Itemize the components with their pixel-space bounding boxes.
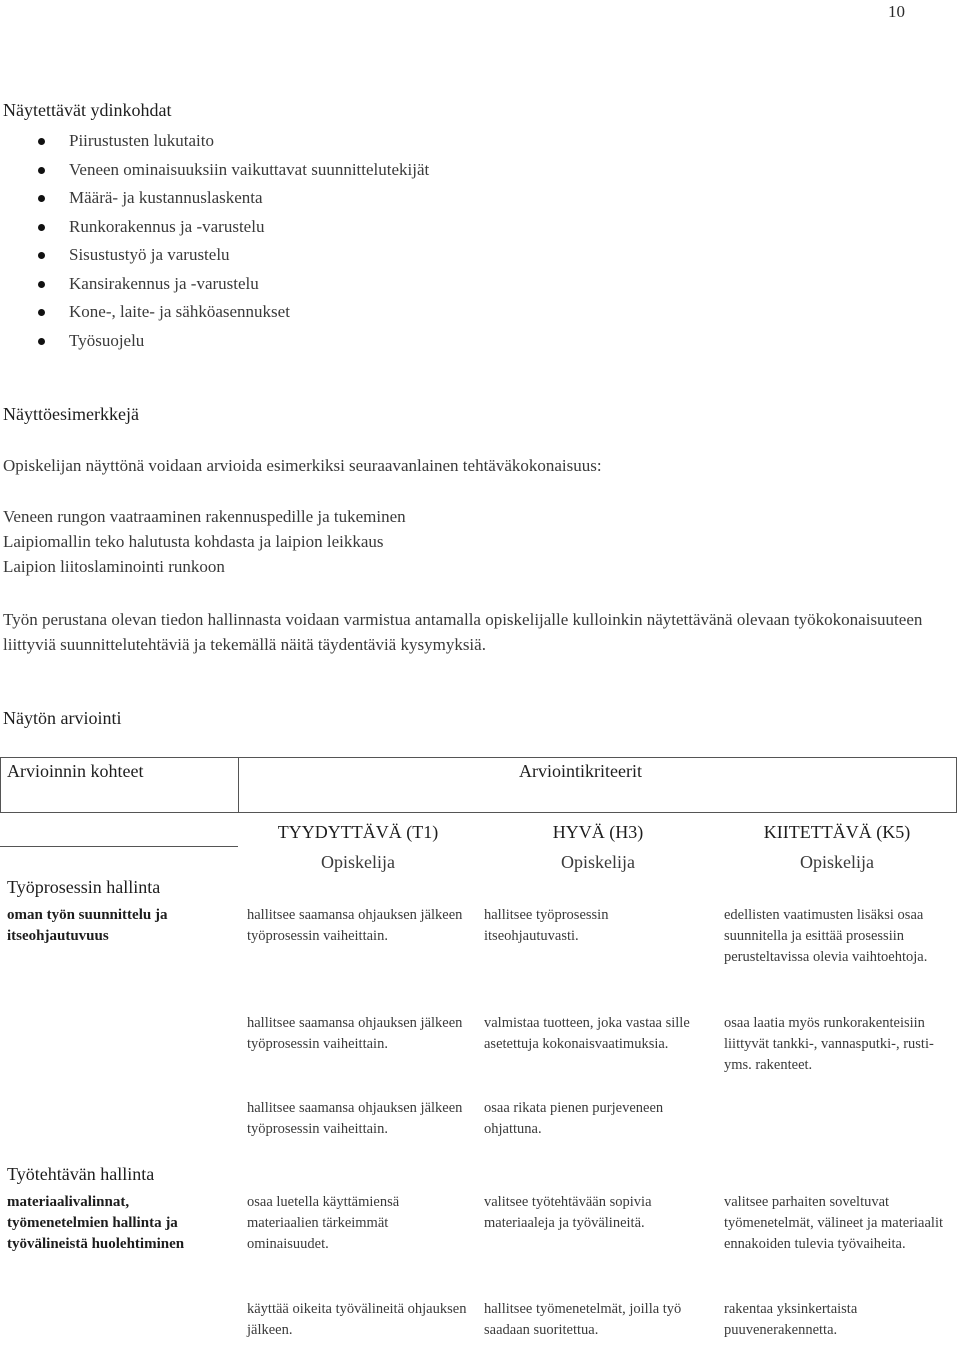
level-satisfactory: TYYDYTTÄVÄ (T1) xyxy=(277,822,439,842)
examples-note: Työn perustana olevan tiedon hallinnasta voidaan varmistua antamalla opiskelijalle kulloinkin näytettävänä olevaan työkokonaisuuteen liittyviä suunnittelutehtäviä ja tekemällä näitä täydentäviä kysymyksiä. xyxy=(3,610,923,654)
task-line: Laipiomallin teko halutusta kohdasta ja laipion leikkaus xyxy=(3,532,384,551)
criteria-cell: valmistaa tuotteen, joka vastaa sille asetettuja kokonaisvaatimuksia. xyxy=(484,1015,690,1052)
table-border-left xyxy=(0,757,1,813)
core-points-heading: Näytettävät ydinkohdat xyxy=(3,100,172,120)
list-item: Runkorakennus ja -varustelu xyxy=(0,213,429,242)
criteria-cell: osaa laatia myös runkorakenteisiin liittyvät tankki-, vannasputki-, rusti- yms. rakenteet. xyxy=(724,1015,934,1073)
level-excellent: KIITETTÄVÄ (K5) xyxy=(763,822,911,842)
criteria-cell: rakentaa yksinkertaista puuvenerakennetta. xyxy=(724,1301,858,1338)
list-item: Piirustusten lukutaito xyxy=(0,127,429,156)
targets-column-header: Arvioinnin kohteet xyxy=(7,761,144,781)
assessment-heading: Näytön arviointi xyxy=(3,708,122,728)
table-border-top xyxy=(0,757,957,758)
assessment-area xyxy=(7,877,227,947)
area-subtitle: materiaalivalinnat, työmenetelmien hallinta ja työvälineistä huolehtiminen xyxy=(7,1194,185,1252)
list-item: Sisustustyö ja varustelu xyxy=(0,241,429,270)
criteria-cell: hallitsee saamansa ohjauksen jälkeen työprosessin vaiheittain. xyxy=(247,907,463,944)
examples-heading: Näyttöesimerkkejä xyxy=(3,404,139,424)
page-number: 10 xyxy=(888,2,905,21)
area-subtitle: oman työn suunnittelu ja itseohjautuvuus xyxy=(7,907,168,944)
criteria-cell: valitsee parhaiten soveltuvat työmenetelmät, välineet ja materiaalit ennakoiden tulevia työvaiheita. xyxy=(724,1194,944,1252)
level-good: HYVÄ (H3) xyxy=(552,822,644,842)
criteria-cell: osaa rikata pienen purjeveneen ohjattuna. xyxy=(484,1100,664,1137)
criteria-cell: hallitsee työmenetelmät, joilla työ saadaan suoritettua. xyxy=(484,1301,682,1338)
table-row-divider xyxy=(0,846,238,847)
list-item: Kone-, laite- ja sähköasennukset xyxy=(0,298,429,327)
area-title: Työprosessin hallinta xyxy=(7,877,161,897)
criteria-cell: käyttää oikeita työvälineitä ohjauksen jälkeen. xyxy=(247,1301,467,1338)
criteria-cell: hallitsee saamansa ohjauksen jälkeen työprosessin vaiheittain. xyxy=(247,1100,463,1137)
criteria-cell: valitsee työtehtävään sopivia materiaaleja ja työvälineitä. xyxy=(484,1194,652,1231)
area-title: Työtehtävän hallinta xyxy=(7,1164,155,1184)
table-header-divider xyxy=(0,812,957,813)
criteria-cell: hallitsee työprosessin itseohjautuvasti. xyxy=(484,907,609,944)
level-subject: Opiskelija xyxy=(800,852,874,872)
list-item: Määrä- ja kustannuslaskenta xyxy=(0,184,429,213)
table-column-divider xyxy=(238,757,239,813)
examples-intro: Opiskelijan näyttönä voidaan arvioida esimerkiksi seuraavanlainen tehtäväkokonaisuus: xyxy=(3,456,602,475)
core-points-list xyxy=(0,127,429,355)
task-line: Laipion liitoslaminointi runkoon xyxy=(3,557,225,576)
task-line: Veneen rungon vaatraaminen rakennuspedille ja tukeminen xyxy=(3,507,406,526)
criteria-column-header: Arviointikriteerit xyxy=(519,761,642,781)
list-item: Veneen ominaisuuksiin vaikuttavat suunnittelutekijät xyxy=(0,156,429,185)
criteria-cell: osaa luetella käyttämiensä materiaalien tärkeimmät ominaisuudet. xyxy=(247,1194,400,1252)
table-border-right xyxy=(956,757,957,813)
level-subject: Opiskelija xyxy=(321,852,395,872)
list-item: Kansirakennus ja -varustelu xyxy=(0,270,429,299)
level-subject: Opiskelija xyxy=(561,852,635,872)
criteria-cell: edellisten vaatimusten lisäksi osaa suunnitella ja esittää prosessiin perusteltavissa olevia vaihtoehtoja. xyxy=(724,907,928,965)
assessment-area xyxy=(7,1164,227,1255)
criteria-cell: hallitsee saamansa ohjauksen jälkeen työprosessin vaiheittain. xyxy=(247,1015,463,1052)
list-item: Työsuojelu xyxy=(0,327,429,356)
